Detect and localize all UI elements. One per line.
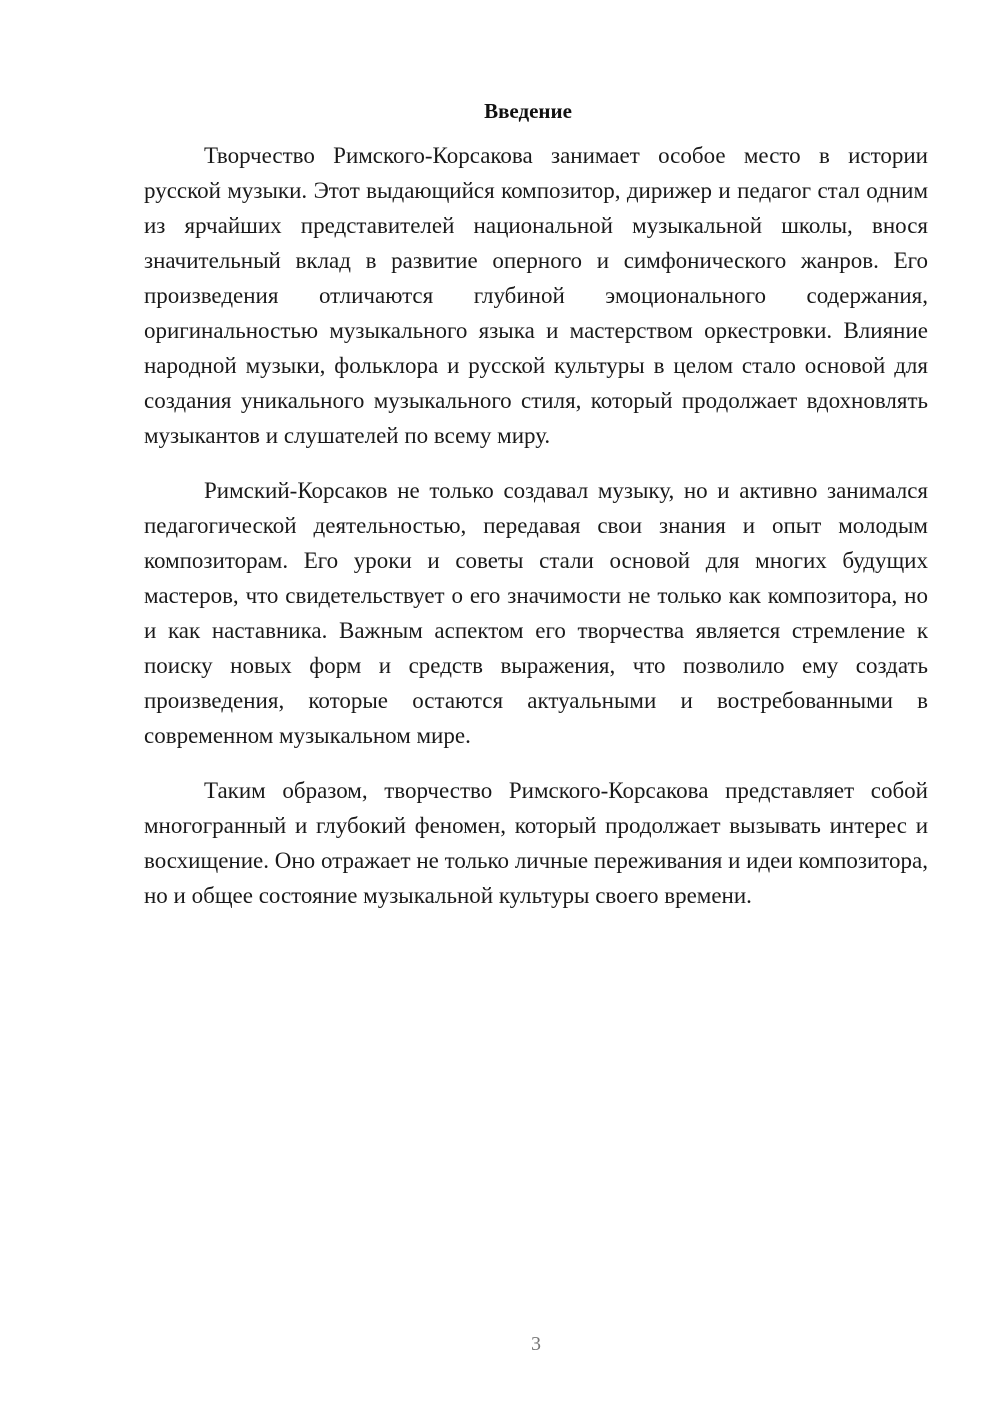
page-number: 3 [531,1333,541,1355]
paragraph-1: Творчество Римского-Корсакова занимает особое место в истории русской музыки. Этот выдающийся композитор, дирижер и педагог стал одним из ярчайших представителей национальной музыкальной школы, внося значительный вклад в развитие оперного и симфонического жанров. Его произведения отличаются глубиной эмоционального содержания, оригинальностью музыкального языка и мастерством оркестровки. Влияние народной музыки, фольклора и русской культуры в целом стало основой для создания уникального музыкального стиля, который продолжает вдохновлять музыкантов и слушателей по всему миру. [144,143,928,448]
section-title: Введение [484,99,572,123]
paragraph-2: Римский-Корсаков не только создавал музыку, но и активно занимался педагогической деятельностью, передавая свои знания и опыт молодым композиторам. Его уроки и советы стали основой для многих будущих мастеров, что свидетельствует о его значимости не только как композитора, но и как наставника. Важным аспектом его творчества является стремление к поиску новых форм и средств выражения, что позволило ему создать произведения, которые остаются актуальными и востребованными в современном музыкальном мире. [144,478,928,748]
page-content [144,96,928,933]
paragraph-3: Таким образом, творчество Римского-Корсакова представляет собой многогранный и глубокий феномен, который продолжает вызывать интерес и восхищение. Оно отражает не только личные переживания и идеи композитора, но и общее состояние музыкальной культуры своего времени. [144,778,928,908]
